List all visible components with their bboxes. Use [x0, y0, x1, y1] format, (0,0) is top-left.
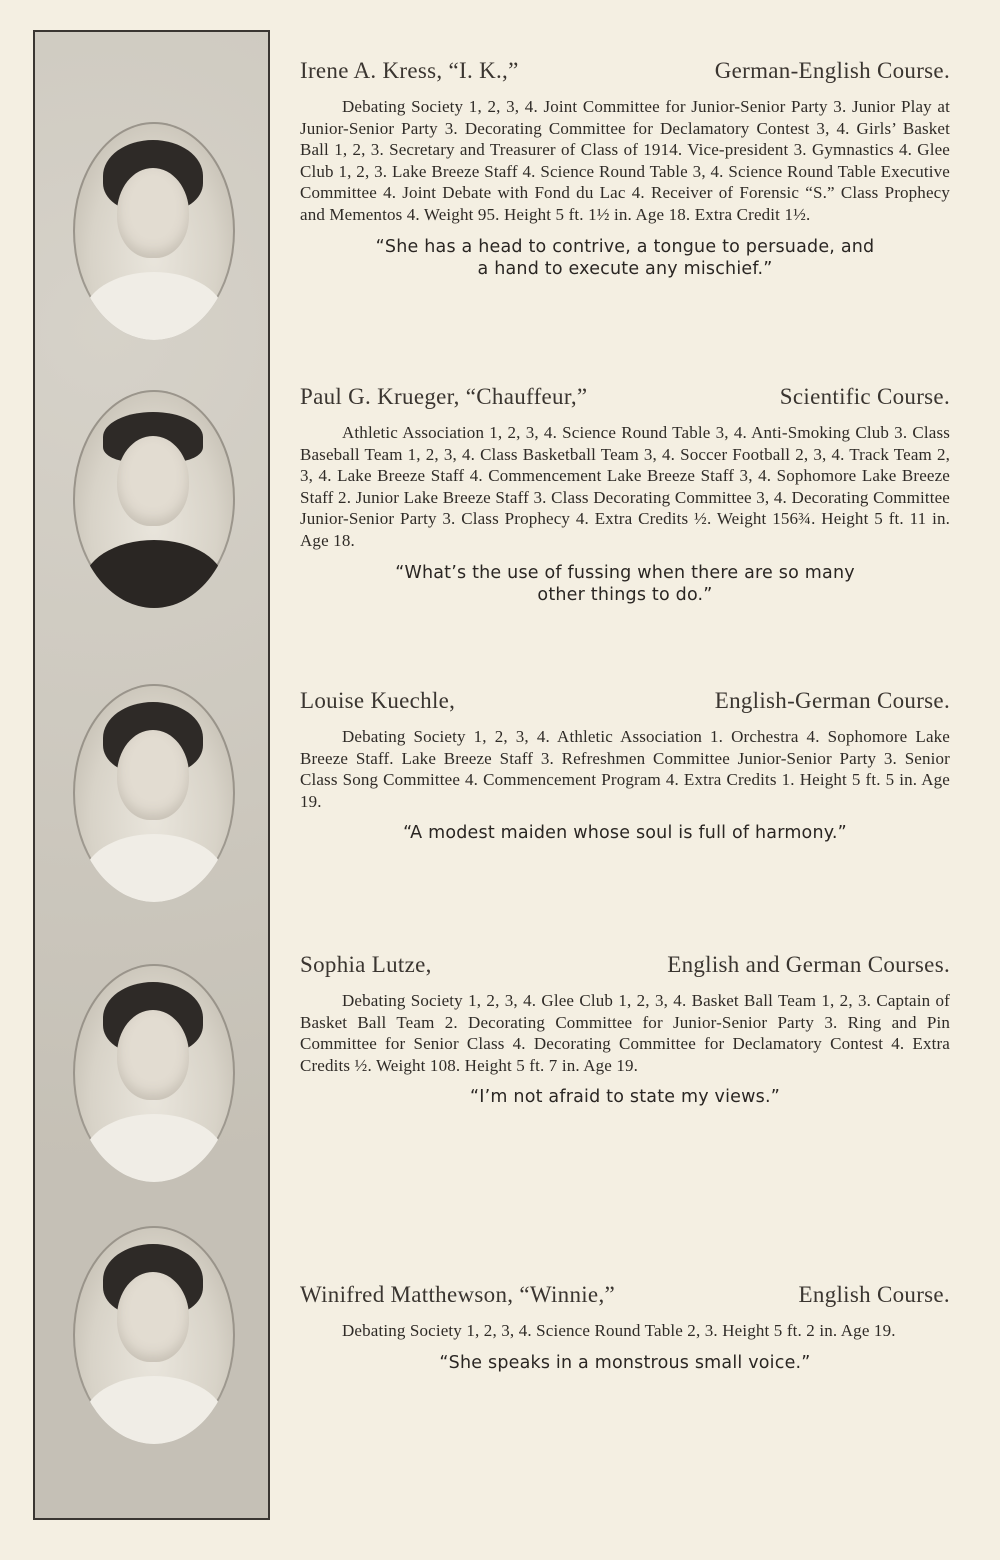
student-name: Irene A. Kress, “I. K.,” [300, 58, 519, 83]
quote-line: “What’s the use of fussing when there are so many [395, 562, 855, 583]
entry-header [300, 58, 950, 88]
course-name: English Course. [798, 1282, 950, 1307]
course-name: Scientific Course. [779, 384, 950, 409]
quote-line: other things to do.” [537, 584, 713, 605]
entry-irene-kress [300, 58, 950, 280]
portrait-strip [33, 30, 270, 1520]
entry-sophia-lutze [300, 952, 950, 1108]
entry-header [300, 384, 950, 414]
quote-line: “I’m not afraid to state my views.” [470, 1087, 780, 1108]
motto-quote [300, 1086, 950, 1108]
entry-louise-kuechle [300, 688, 950, 844]
student-name: Louise Kuechle, [300, 688, 456, 713]
activities-text: Debating Society 1, 2, 3, 4. Glee Club 1, 2, 3, 4. Basket Ball Team 1, 2, 3. Captain of Basket Ball Team 2. Decorating Committee for Junior-Senior Party 3. Ring and Pin Committee for Senior Class 4. Decorating Committee for Declamatory Contest 4. Extra Credits ½. Weight 108. Height 5 ft. 7 in. Age 19. [300, 991, 950, 1075]
quote-line: a hand to execute any mischief.” [477, 258, 773, 279]
motto-quote [300, 236, 950, 280]
activities-text: Athletic Association 1, 2, 3, 4. Science Round Table 3, 4. Anti-Smoking Club 3. Class Baseball Team 1, 2, 3, 4. Class Basketball Team 3, 4. Soccer Football 2, 3, 4. Track Team 2, 3, 4. Lake Breeze Staff 4. Commencement Lake Breeze Staff 3, 4. Sophomore Lake Breeze Staff 2. Junior Lake Breeze Staff 3. Class Decorating Committee 3, 4. Decorating Committee Junior-Senior Party 3. Class Prophecy 4. Extra Credits ½. Weight 156¾. Height 5 ft. 11 in. Age 18. [300, 423, 950, 550]
entry-header [300, 1282, 950, 1312]
quote-line: “A modest maiden whose soul is full of harmony.” [403, 823, 847, 844]
motto-quote [300, 1352, 950, 1374]
activities-text: Debating Society 1, 2, 3, 4. Joint Committee for Junior-Senior Party 3. Junior Play at Junior-Senior Party 3. Decorating Committee for Declamatory Contest 3, 4. Girls’ Basket Ball 1, 2, 3. Secretary and Treasurer of Class of 1914. Vice-president 3. Gymnastics 4. Glee Club 1, 2, 3. Lake Breeze Staff 4. Science Round Table 3, 4. Science Round Table Executive Committee 4. Joint Debate with Fond du Lac 4. Receiver of Forensic “S.” Class Prophecy and Mementos 4. Weight 95. Height 5 ft. 1½ in. Age 18. Extra Credit 1½. [300, 97, 950, 224]
motto-quote [300, 822, 950, 844]
portrait-paul-krueger [73, 390, 235, 608]
course-name: English and German Courses. [667, 952, 950, 977]
entry-winifred-matthewson [300, 1282, 950, 1374]
quote-line: “She has a head to contrive, a tongue to persuade, and [375, 236, 875, 257]
student-name: Sophia Lutze, [300, 952, 432, 977]
student-name: Paul G. Krueger, “Chauffeur,” [300, 384, 588, 409]
entry-paul-krueger [300, 384, 950, 606]
activities-text: Debating Society 1, 2, 3, 4. Athletic Association 1. Orchestra 4. Sophomore Lake Breeze Staff. Lake Breeze Staff 3. Refreshmen Committee Junior-Senior Party 3. Senior Class Song Committee 4. Commencement Program 4. Extra Credits 1. Height 5 ft. 5 in. Age 19. [300, 727, 950, 811]
portrait-louise-kuechle [73, 684, 235, 902]
student-name: Winifred Matthewson, “Winnie,” [300, 1282, 615, 1307]
portrait-winifred-matthewson [73, 1226, 235, 1444]
course-name: German-English Course. [714, 58, 950, 83]
portrait-sophia-lutze [73, 964, 235, 1182]
portrait-irene-kress [73, 122, 235, 340]
entry-header [300, 688, 950, 718]
entry-header [300, 952, 950, 982]
quote-line: “She speaks in a monstrous small voice.” [439, 1352, 811, 1373]
course-name: English-German Course. [714, 688, 950, 713]
motto-quote [300, 562, 950, 606]
activities-text: Debating Society 1, 2, 3, 4. Science Round Table 2, 3. Height 5 ft. 2 in. Age 19. [342, 1321, 896, 1340]
